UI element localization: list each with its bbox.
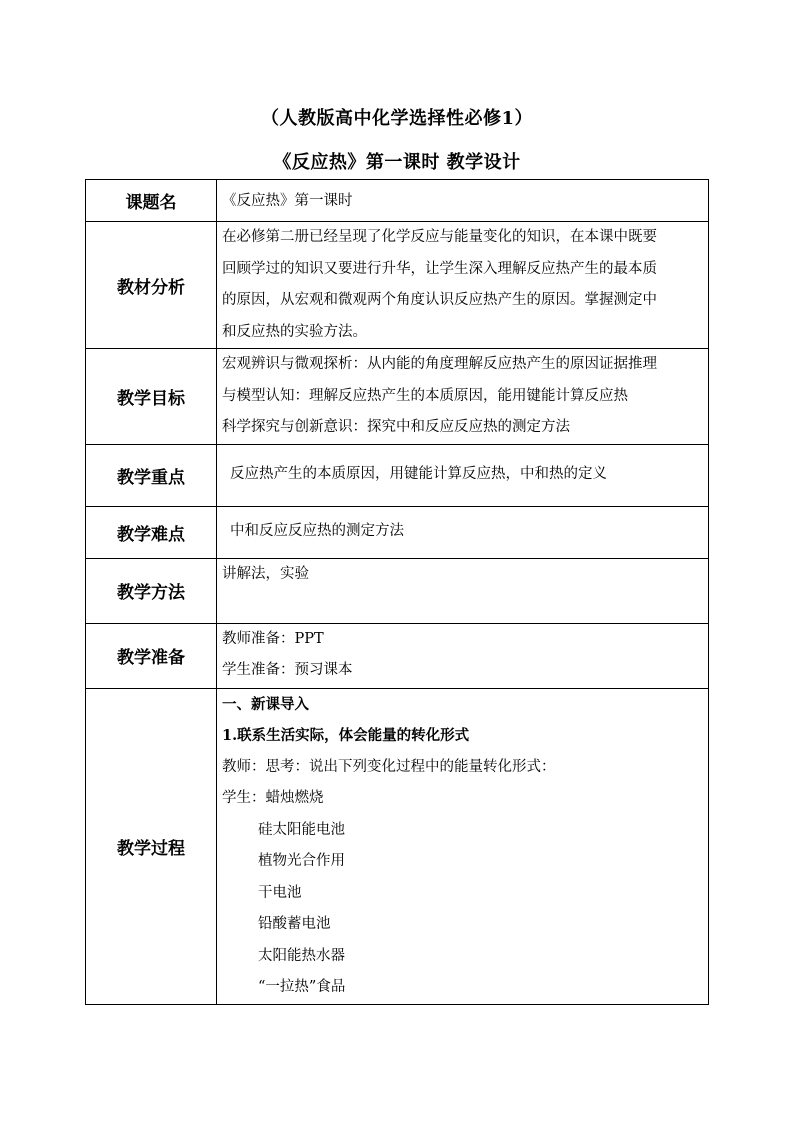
analysis-label: 教材分析	[86, 222, 217, 349]
goals-line: 科学探究与创新意识：探究中和反应反应热的测定方法	[222, 419, 570, 435]
table-row	[86, 444, 709, 506]
key-points-label: 教学重点	[86, 444, 217, 506]
list-item: 干电池	[258, 884, 302, 901]
teacher-prep: 教师准备：PPT	[222, 630, 324, 647]
process-label: 教学过程	[86, 688, 217, 1004]
difficulty-value: 中和反应反应热的测定方法	[230, 523, 404, 540]
subsection-heading: 1.联系生活实际，体会能量的转化形式	[222, 727, 470, 744]
preparation-label: 教学准备	[86, 623, 217, 688]
goals-line: 与模型认知：理解反应热产生的本质原因，能用键能计算反应热	[222, 387, 628, 404]
student-prep: 学生准备：预习课本	[222, 662, 353, 678]
document-subtitle: 《反应热》第一课时 教学设计	[273, 152, 521, 173]
table-row	[86, 222, 709, 349]
table-row	[86, 688, 709, 1004]
method-label: 教学方法	[86, 558, 217, 623]
student-response: 学生：蜡烛燃烧	[222, 790, 324, 806]
analysis-line: 在必修第二册已经呈现了化学反应与能量变化的知识，在本课中既要	[222, 229, 657, 245]
key-points-value: 反应热产生的本质原因，用键能计算反应热，中和热的定义	[230, 466, 607, 483]
lesson-plan-table	[85, 179, 709, 1005]
table-row	[86, 558, 709, 623]
analysis-line: 回顾学过的知识又要进行升华，让学生深入理解反应热产生的最本质	[222, 260, 657, 277]
teacher-prompt: 教师：思考：说出下列变化过程中的能量转化形式：	[222, 758, 556, 775]
section-heading: 一、新课导入	[222, 695, 309, 713]
list-item: “一拉热”食品	[258, 979, 346, 995]
document-title: （人教版高中化学选择性必修1）	[260, 108, 534, 129]
difficulty-label: 教学难点	[86, 506, 217, 558]
table-row	[86, 349, 709, 445]
table-row	[86, 506, 709, 558]
topic-label: 课题名	[86, 180, 217, 222]
list-item: 太阳能热水器	[258, 947, 345, 964]
method-value: 讲解法，实验	[222, 565, 309, 582]
goals-label: 教学目标	[86, 349, 217, 445]
table-row	[86, 623, 709, 688]
list-item: 植物光合作用	[258, 853, 345, 869]
goals-line: 宏观辨识与微观探析：从内能的角度理解反应热产生的原因证据推理	[222, 356, 657, 372]
topic-value: 《反应热》第一课时	[222, 192, 353, 209]
list-item: 铅酸蓄电池	[258, 916, 331, 932]
list-item: 硅太阳能电池	[258, 821, 345, 838]
analysis-line: 的原因，从宏观和微观两个角度认识反应热产生的原因。掌握测定中	[222, 292, 657, 308]
table-row	[86, 180, 709, 222]
analysis-line: 和反应热的实验方法。	[222, 323, 367, 340]
